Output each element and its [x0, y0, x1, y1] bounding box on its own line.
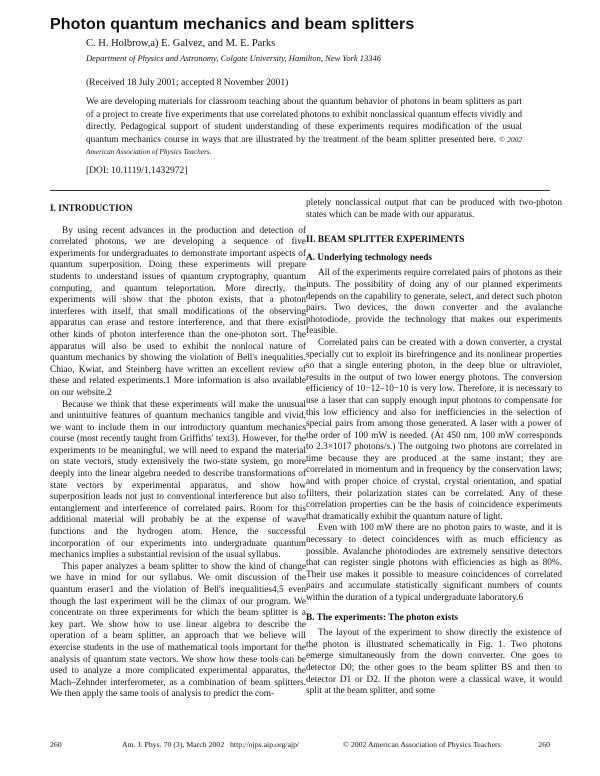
footer-copyright: © 2002 American Association of Physics Teachers: [343, 740, 501, 749]
body-paragraph: The layout of the experiment to show directly the existence of the photon is illustrated schematically in Fig. 1. Two photons emerge simultaneously from the down converter. One goes to detector D0; the other goes to the beam splitter BS and then to detector D1 or D2. If the photon were a classical wave, it would split at the beam splitter, and some: [306, 628, 562, 697]
section-heading-introduction: I. INTRODUCTION: [50, 204, 133, 214]
footer-page-number-left: 260: [50, 740, 62, 749]
continuation-paragraph: pletely nonclassical output that can be produced with two-photon states which can be made with our apparatus.: [306, 198, 562, 220]
abstract-copyright: © 2002 American Association of Physics Teachers.: [86, 134, 522, 156]
body-paragraph: All of the experiments require correlated pairs of photons as their inputs. The possibility of doing any of our planned experiments depends on the capability to generate, select, and detect such photon pairs. Two devices, the down converter and the avalanche photodiode, provide the technology that makes our experiments feasible.: [306, 268, 562, 337]
author-list: C. H. Holbrow,a) E. Galvez, and M. E. Parks: [86, 38, 276, 49]
abstract-text: We are developing materials for classroom teaching about the quantum behavior of photons in beam splitters as part of a project to create five experiments that use correlated photons to exhibit nonclassical quantum effects vividly and directly. Pedagogical support of student understanding of these experiments requires modification of the usual quantum mechanics course in ways that are illustrated by the treatment of the beam splitter presented here.: [86, 97, 522, 145]
subsection-heading-a: A. Underlying technology needs: [306, 252, 433, 263]
intro-paragraph: Because we think that these experiments will make the unusual and unintuitive features of quantum mechanics tangible and vivid, we want to include them in our introductory quantum mechanics course (most recently taught from Griffiths' text3). However, for the experiments to be meaningful, we will need to expand the material on state vectors, study extensively the two-state system, go more deeply into the linear algebra needed to describe transformations of state vectors by experimental apparatus, and show how superposition leads not just to conventional interference but also to entanglement and interference of correlated pairs. Room for this additional material will probably be at the expense of wave functions and the hydrogen atom. Hence, the successful incorporation of our experiments into undergraduate quantum mechanics implies a substantial revision of the usual syllabus.: [50, 399, 306, 561]
subsection-heading-b: B. The experiments: The photon exists: [306, 612, 459, 623]
affiliation: Department of Physics and Astronomy, Colgate University, Hamilton, New York 13346: [86, 53, 382, 63]
intro-paragraph: This paper analyzes a beam splitter to show the kind of change we have in mind for our syllabus. We omit discussion of the quantum eraser1 and the violation of Bell's inequalities4,5 even though the last experiment will be the climax of our program. We concentrate on three experiments for which the beam splitter is a key part. We show how to use linear algebra to describe the operation of a beam splitter, an approach that we believe will exercise students in the use of mathematical tools important for the analysis of quantum state vectors. We show how these tools can be used to analyze a more complicated experimental apparatus, the Mach–Zehnder interferometer, as a combination of beam splitters. We then apply the same tools of analysis to predict the com-: [50, 561, 306, 700]
received-dates: (Received 18 July 2001; accepted 8 November 2001): [86, 78, 289, 88]
abstract: [86, 96, 522, 159]
footer-page-number-right: 260: [538, 740, 550, 749]
body-paragraph: Correlated pairs can be created with a down converter, a crystal specially cut to exploit its birefringence and its nonlinear properties so that a single entering photon, in the deep blue or ultraviolet, results in the output of two lower energy photons. The conversion efficiency of 10−12–10−10 is very low. Therefore, it is necessary to use a laser that can supply enough input photons to compensate for this low efficiency and also for inefficiencies in the selection of special pairs from among those generated. A laser with a power of the order of 100 mW is needed. (At 450 nm, 100 mW corresponds to 2.3×1017 photons/s.) The outgoing two photons are correlated in time because they are produced at the same instant; they are correlated in momentum and in frequency by the conservation laws; and with proper choice of crystal, crystal orientation, and spatial filters, their polarization states can be correlated. Any of these correlation properties can be the basis of coincidence experiments that dramatically exhibit the quantum nature of light.: [306, 337, 562, 522]
paper-title: Photon quantum mechanics and beam splitters: [50, 16, 415, 33]
intro-paragraph: By using recent advances in the production and detection of correlated photons, we are developing a sequence of five experiments for undergraduates to demonstrate important aspects of quantum superposition. Doing these experiments will prepare students to understand issues of quantum cryptography, quantum computing, and quantum teleportation. More directly, the experiments will show that the photon exists, that a photon interferes with itself, that small modifications of the observing apparatus can erase and restore interference, and that there exist other kinds of photon interference than the one-photon sort. The apparatus will also be used to exhibit the nonlocal nature of quantum mechanics by showing the violation of Bell's inequalities. Chiao, Kwiat, and Steinberg have written an excellent review of these and related experiments.1 More information is also available on our website.2: [50, 225, 306, 398]
left-column: [50, 198, 306, 701]
right-column: [306, 198, 562, 698]
footer-journal: Am. J. Phys. 70 (3), March 2002: [122, 740, 225, 749]
page-footer: [50, 740, 550, 752]
footer-url[interactable]: http://ojps.aip.org/ajp/: [230, 740, 300, 749]
doi-link[interactable]: [DOI: 10.1119/1.1432972]: [86, 166, 188, 176]
header-divider: [50, 190, 550, 191]
section-heading-beam-splitter: II. BEAM SPLITTER EXPERIMENTS: [306, 235, 465, 246]
body-paragraph: Even with 100 mW there are no photon pairs to waste, and it is necessary to detect coincidences with as much efficiency as possible. Avalanche photodiodes are extremely sensitive detectors that can register single photons with efficiencies as high as 80%. Their use makes it possible to measure coincidences of correlated pairs and accumulate statistically significant numbers of counts within the duration of a typical undergraduate laboratory.6: [306, 523, 562, 603]
